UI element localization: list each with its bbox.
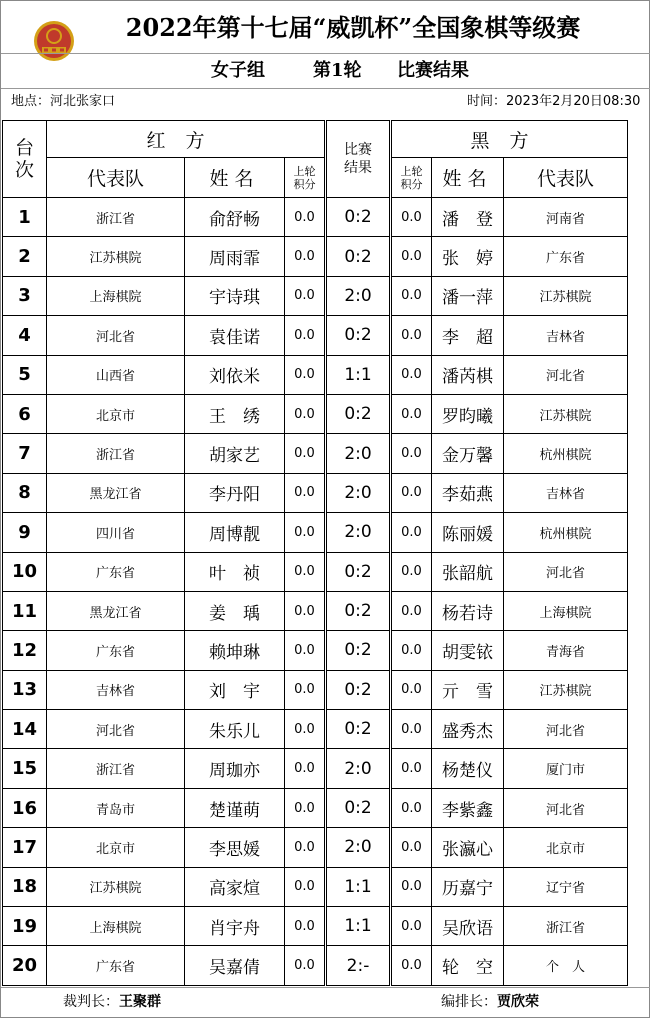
red-points-cell: 0.0 xyxy=(285,355,326,394)
black-name-cell: 潘一萍 xyxy=(432,276,504,315)
red-points-cell: 0.0 xyxy=(285,394,326,433)
red-name-cell: 楚谨萌 xyxy=(185,788,285,827)
red-name-cell: 周博靓 xyxy=(185,513,285,552)
table-no-cell: 8 xyxy=(3,473,47,512)
red-points-cell: 0.0 xyxy=(285,198,326,237)
red-points-cell: 0.0 xyxy=(285,670,326,709)
black-team-cell: 上海棋院 xyxy=(504,591,628,630)
black-team-cell: 河南省 xyxy=(504,198,628,237)
black-points-cell: 0.0 xyxy=(391,788,432,827)
black-points-cell: 0.0 xyxy=(391,434,432,473)
referee-label: 裁判长： xyxy=(63,994,119,1010)
red-team-cell: 上海棋院 xyxy=(47,907,185,946)
result-cell: 2:0 xyxy=(326,828,391,867)
red-name-cell: 叶 祯 xyxy=(185,552,285,591)
red-points-cell: 0.0 xyxy=(285,867,326,906)
red-name-header: 姓名 xyxy=(185,158,285,198)
red-team-header: 代表队 xyxy=(47,158,185,198)
result-cell: 2:- xyxy=(326,946,391,985)
table-no-cell: 18 xyxy=(3,867,47,906)
black-name-cell: 杨楚仪 xyxy=(432,749,504,788)
red-points-cell: 0.0 xyxy=(285,907,326,946)
red-side-header: 红方 xyxy=(47,121,326,158)
result-cell: 2:0 xyxy=(326,473,391,512)
black-name-cell: 吴欣语 xyxy=(432,907,504,946)
black-team-cell: 河北省 xyxy=(504,788,628,827)
red-team-cell: 山西省 xyxy=(47,355,185,394)
result-cell: 0:2 xyxy=(326,198,391,237)
table-row xyxy=(3,552,628,591)
red-team-cell: 河北省 xyxy=(47,316,185,355)
black-name-cell: 轮 空 xyxy=(432,946,504,985)
red-team-cell: 浙江省 xyxy=(47,198,185,237)
table-no-cell: 9 xyxy=(3,513,47,552)
black-name-cell: 盛秀杰 xyxy=(432,710,504,749)
red-name-cell: 朱乐儿 xyxy=(185,710,285,749)
black-points-cell: 0.0 xyxy=(391,394,432,433)
table-row xyxy=(3,907,628,946)
black-name-header: 姓名 xyxy=(432,158,504,198)
black-points-cell: 0.0 xyxy=(391,237,432,276)
result-cell: 1:1 xyxy=(326,867,391,906)
table-row xyxy=(3,710,628,749)
red-name-cell: 周雨霏 xyxy=(185,237,285,276)
divider xyxy=(1,987,650,988)
red-name-cell: 刘 宇 xyxy=(185,670,285,709)
black-name-cell: 潘芮棋 xyxy=(432,355,504,394)
table-row xyxy=(3,237,628,276)
result-cell: 2:0 xyxy=(326,434,391,473)
red-team-cell: 江苏棋院 xyxy=(47,867,185,906)
black-side-header: 黑方 xyxy=(391,121,628,158)
result-header: 比赛结果 xyxy=(326,121,391,198)
red-team-cell: 黑龙江省 xyxy=(47,591,185,630)
black-points-cell: 0.0 xyxy=(391,276,432,315)
black-name-cell: 历嘉宁 xyxy=(432,867,504,906)
black-team-cell: 广东省 xyxy=(504,237,628,276)
red-points-cell: 0.0 xyxy=(285,276,326,315)
red-name-cell: 胡家艺 xyxy=(185,434,285,473)
editor-block xyxy=(441,989,539,1015)
result-cell: 0:2 xyxy=(326,631,391,670)
black-team-cell: 个 人 xyxy=(504,946,628,985)
red-name-cell: 周珈亦 xyxy=(185,749,285,788)
red-points-cell: 0.0 xyxy=(285,316,326,355)
red-points-cell: 0.0 xyxy=(285,631,326,670)
result-cell: 0:2 xyxy=(326,788,391,827)
black-team-cell: 河北省 xyxy=(504,710,628,749)
table-row xyxy=(3,198,628,237)
red-team-cell: 青岛市 xyxy=(47,788,185,827)
table-no-cell: 11 xyxy=(3,591,47,630)
black-name-cell: 张瀛心 xyxy=(432,828,504,867)
table-row xyxy=(3,631,628,670)
result-label: 比赛结果 xyxy=(397,60,469,81)
red-points-cell: 0.0 xyxy=(285,237,326,276)
black-team-cell: 江苏棋院 xyxy=(504,394,628,433)
table-no-cell: 14 xyxy=(3,710,47,749)
red-points-cell: 0.0 xyxy=(285,946,326,985)
red-name-cell: 肖宇舟 xyxy=(185,907,285,946)
red-name-cell: 宇诗琪 xyxy=(185,276,285,315)
red-points-cell: 0.0 xyxy=(285,591,326,630)
red-team-cell: 上海棋院 xyxy=(47,276,185,315)
black-points-cell: 0.0 xyxy=(391,710,432,749)
result-cell: 1:1 xyxy=(326,907,391,946)
result-cell: 2:0 xyxy=(326,276,391,315)
black-points-cell: 0.0 xyxy=(391,749,432,788)
black-team-cell: 北京市 xyxy=(504,828,628,867)
red-points-cell: 0.0 xyxy=(285,473,326,512)
red-name-cell: 李思媛 xyxy=(185,828,285,867)
table-no-cell: 10 xyxy=(3,552,47,591)
table-no-cell: 16 xyxy=(3,788,47,827)
page-title: 2022年第十七届“威凯杯”全国象棋等级赛 xyxy=(125,13,581,42)
black-team-cell: 厦门市 xyxy=(504,749,628,788)
black-points-header: 上轮积分 xyxy=(391,158,432,198)
table-row xyxy=(3,591,628,630)
red-points-cell: 0.0 xyxy=(285,434,326,473)
time-text: 时间：2023年2月20日08:30 xyxy=(467,94,641,109)
red-team-cell: 广东省 xyxy=(47,946,185,985)
table-row xyxy=(3,316,628,355)
table-row xyxy=(3,946,628,985)
table-no-cell: 4 xyxy=(3,316,47,355)
table-no-cell: 12 xyxy=(3,631,47,670)
red-points-cell: 0.0 xyxy=(285,749,326,788)
red-team-cell: 北京市 xyxy=(47,394,185,433)
red-team-cell: 吉林省 xyxy=(47,670,185,709)
black-points-cell: 0.0 xyxy=(391,473,432,512)
red-name-cell: 刘依米 xyxy=(185,355,285,394)
red-name-cell: 吴嘉倩 xyxy=(185,946,285,985)
table-no-header: 台次 xyxy=(3,121,47,198)
black-name-cell: 胡雯铱 xyxy=(432,631,504,670)
table-row xyxy=(3,394,628,433)
divider xyxy=(1,53,650,54)
red-points-cell: 0.0 xyxy=(285,552,326,591)
black-team-cell: 青海省 xyxy=(504,631,628,670)
divider xyxy=(1,88,650,89)
black-name-cell: 金万馨 xyxy=(432,434,504,473)
black-team-cell: 江苏棋院 xyxy=(504,670,628,709)
results-rows xyxy=(3,198,628,986)
black-points-cell: 0.0 xyxy=(391,316,432,355)
black-name-cell: 杨若诗 xyxy=(432,591,504,630)
red-team-cell: 广东省 xyxy=(47,552,185,591)
red-team-cell: 河北省 xyxy=(47,710,185,749)
black-points-cell: 0.0 xyxy=(391,828,432,867)
black-points-cell: 0.0 xyxy=(391,867,432,906)
table-row xyxy=(3,434,628,473)
result-cell: 1:1 xyxy=(326,355,391,394)
round-label: 第1轮 xyxy=(313,60,362,81)
black-team-cell: 浙江省 xyxy=(504,907,628,946)
table-row xyxy=(3,276,628,315)
location-text: 地点：河北张家口 xyxy=(11,94,116,109)
editor-label: 编排长： xyxy=(441,994,497,1010)
table-row xyxy=(3,670,628,709)
black-name-cell: 张韶航 xyxy=(432,552,504,591)
group-label: 女子组 xyxy=(211,60,265,81)
referee-block xyxy=(63,989,161,1015)
black-points-cell: 0.0 xyxy=(391,591,432,630)
result-cell: 0:2 xyxy=(326,710,391,749)
result-cell: 2:0 xyxy=(326,513,391,552)
black-points-cell: 0.0 xyxy=(391,552,432,591)
black-points-cell: 0.0 xyxy=(391,946,432,985)
result-cell: 2:0 xyxy=(326,749,391,788)
red-name-cell: 李丹阳 xyxy=(185,473,285,512)
table-no-cell: 20 xyxy=(3,946,47,985)
table-row xyxy=(3,473,628,512)
table-no-cell: 6 xyxy=(3,394,47,433)
table-row xyxy=(3,788,628,827)
black-name-cell: 李 超 xyxy=(432,316,504,355)
black-points-cell: 0.0 xyxy=(391,631,432,670)
table-no-cell: 13 xyxy=(3,670,47,709)
black-name-cell: 亓 雪 xyxy=(432,670,504,709)
red-team-cell: 黑龙江省 xyxy=(47,473,185,512)
table-no-cell: 7 xyxy=(3,434,47,473)
black-team-cell: 吉林省 xyxy=(504,316,628,355)
result-cell: 0:2 xyxy=(326,552,391,591)
table-row xyxy=(3,513,628,552)
black-team-cell: 河北省 xyxy=(504,355,628,394)
red-team-cell: 北京市 xyxy=(47,828,185,867)
red-team-cell: 四川省 xyxy=(47,513,185,552)
table-no-cell: 5 xyxy=(3,355,47,394)
black-points-cell: 0.0 xyxy=(391,355,432,394)
black-team-cell: 吉林省 xyxy=(504,473,628,512)
black-team-cell: 杭州棋院 xyxy=(504,434,628,473)
table-no-cell: 19 xyxy=(3,907,47,946)
red-name-cell: 姜 瑀 xyxy=(185,591,285,630)
black-points-cell: 0.0 xyxy=(391,198,432,237)
table-no-cell: 3 xyxy=(3,276,47,315)
red-team-cell: 江苏棋院 xyxy=(47,237,185,276)
result-cell: 0:2 xyxy=(326,237,391,276)
red-name-cell: 高家煊 xyxy=(185,867,285,906)
red-team-cell: 浙江省 xyxy=(47,749,185,788)
red-points-cell: 0.0 xyxy=(285,828,326,867)
table-row xyxy=(3,749,628,788)
black-points-cell: 0.0 xyxy=(391,513,432,552)
black-team-header: 代表队 xyxy=(504,158,628,198)
table-row xyxy=(3,867,628,906)
black-team-cell: 辽宁省 xyxy=(504,867,628,906)
red-points-header: 上轮积分 xyxy=(285,158,326,198)
black-name-cell: 李紫鑫 xyxy=(432,788,504,827)
table-no-cell: 2 xyxy=(3,237,47,276)
red-team-cell: 浙江省 xyxy=(47,434,185,473)
result-cell: 0:2 xyxy=(326,394,391,433)
black-name-cell: 罗昀曦 xyxy=(432,394,504,433)
red-name-cell: 袁佳诺 xyxy=(185,316,285,355)
red-points-cell: 0.0 xyxy=(285,513,326,552)
referee-name: 王聚群 xyxy=(119,994,161,1010)
table-no-cell: 15 xyxy=(3,749,47,788)
red-points-cell: 0.0 xyxy=(285,710,326,749)
black-points-cell: 0.0 xyxy=(391,907,432,946)
black-points-cell: 0.0 xyxy=(391,670,432,709)
black-name-cell: 李茹燕 xyxy=(432,473,504,512)
table-no-cell: 1 xyxy=(3,198,47,237)
red-name-cell: 俞舒畅 xyxy=(185,198,285,237)
result-cell: 0:2 xyxy=(326,591,391,630)
red-name-cell: 王 绣 xyxy=(185,394,285,433)
table-no-cell: 17 xyxy=(3,828,47,867)
table-row xyxy=(3,355,628,394)
results-table xyxy=(2,120,628,986)
result-cell: 0:2 xyxy=(326,316,391,355)
black-name-cell: 张 婷 xyxy=(432,237,504,276)
black-team-cell: 河北省 xyxy=(504,552,628,591)
editor-name: 贾欣荣 xyxy=(497,994,539,1010)
red-points-cell: 0.0 xyxy=(285,788,326,827)
black-name-cell: 潘 登 xyxy=(432,198,504,237)
result-cell: 0:2 xyxy=(326,670,391,709)
table-row xyxy=(3,828,628,867)
black-team-cell: 杭州棋院 xyxy=(504,513,628,552)
red-team-cell: 广东省 xyxy=(47,631,185,670)
red-name-cell: 赖坤琳 xyxy=(185,631,285,670)
black-team-cell: 江苏棋院 xyxy=(504,276,628,315)
black-name-cell: 陈丽媛 xyxy=(432,513,504,552)
